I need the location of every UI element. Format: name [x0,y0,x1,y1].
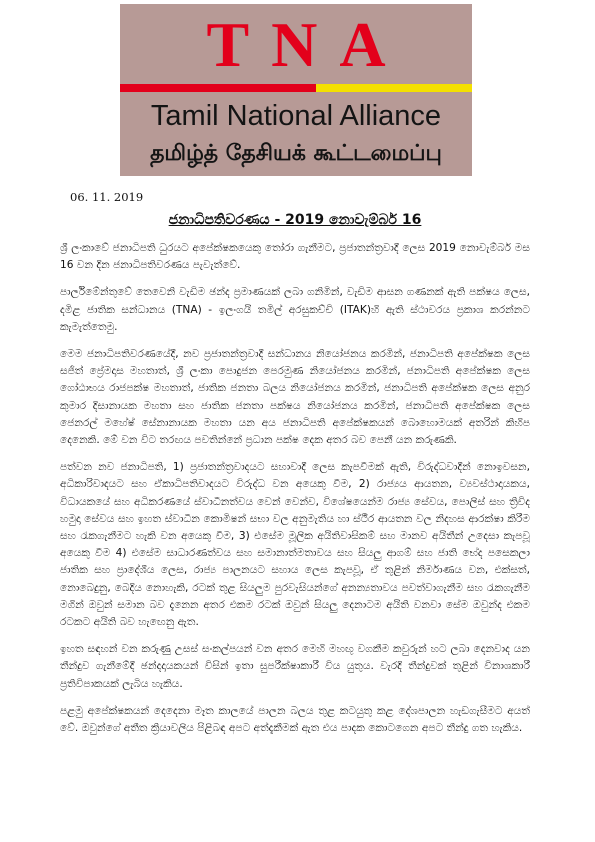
document-date: 06. 11. 2019 [70,190,144,204]
logo-band-yellow [316,84,472,92]
logo-band-red [120,84,316,92]
paragraph: ඉහත සඳහන් වන කරුණු උසස් සංකල්පයන් වන අතර මෙහි මහඟු වගකීම කවුරුන් හට ලබා දෙනවාද යන තීන්දුව ගැනීමේදී ඡන්දදායකයන් විසින් ඉතා සුපරීක්ෂාකාරී විය යුතුය. වැරදි තීන්දුවක් තුළින් විනාශකාරී ප්‍රතිවිපාකයක් ලැබිය හැකිය. [60,643,530,690]
paragraph: පළමු අපේක්ෂකයන් දෙදෙනා මෑත කාලයේ පාලන බලය තුළ කටයුතු කළ දේශපාලන හැඩගැසීමට අයත් වේ. ඔවුන්ගේ අතීත ක්‍රියාවලිය පිළිබඳ අපට අත්දැකීමක් ඇත එය පාදක කොටගෙන අපට තීන්දු ගත හැකිය. [60,704,530,735]
document-title: ජනාධිපතිවරණය - 2019 නොවැම්බර් 16 [168,212,422,228]
logo-letters: TNA [206,9,408,80]
tna-logo [120,4,472,176]
paragraph: මෙම ජනාධිපතිවරණයේදී, නව ප්‍රජාතන්ත්‍රවාදී සන්ධානය නියෝජනය කරමින්, ජනාධිපති අපේක්ෂක ලෙස සජිත් ප්‍රේමදාස මහතාත්, ශ්‍රී ලංකා පොදුජන පෙරමුණ නියෝජනය කරමින්, ජනාධිපති අපේක්ෂක ලෙස ගෝඨාභය රාජපක්ෂ මහතාත්, ජාතික ජනතා බලය නියෝජනය කරමින්, ජනාධිපති අපේක්ෂක ලෙස අනුර කුමාර දිසානායක මහතා සහ ජාතික ජනතා පක්ෂය නියෝජනය කරමින්, ජනාධිපති අපේක්ෂක ලෙස ජෙනරල් මහේෂ් සේනානායක මහතා යන අය ජනාධිපති අපේක්ෂකයන් බොහොමයක් අතරින් කිහිප දෙනෙකි. මේ වන විට තරඟය පවතින්නේ ප්‍රධාන පක්ෂ දෙක අතර බව පෙනී යන කරුණකි. [60,348,530,447]
paragraph: ශ්‍රී ලංකාවේ ජනාධිපති ධුරයට අපේක්ෂකයෙකු තෝරා ගැනීමට, ප්‍රජාතන්ත්‍රවාදී ලෙස 2019 නොවැම්බර් මස 16 වන දින ජනාධිපතිවරණය පැවැත්වේ. [60,242,530,272]
document-body [60,240,530,747]
paragraph: පත්වන නව ජනාධිපති, 1) ප්‍රජාතන්ත්‍රවාදයට සහාවාදී ලෙස කැපවීමක් ඇති, විරුද්ධවාදීන් නොඉවසන, අධිකාරිවාදයට සහ ඒකාධිපතිවාදයට විරුද්ධ වන අයෙකු වීම, 2) රාජ්‍යය ආයතන, ව්‍යවස්ථාදායකය, විධායකයේ සහ අධිකරණයේ ස්වාධීනත්වය වෙන් වෙන්ව, විශේෂයෙන්ම රාජ්‍ය සේවය, පොලිස් සහ ත්‍රිවිද හමුදා සේවය සහ ඉහත ස්වාධීන කොමිෂන් සභා වල අනුමැතිය හා ස්ථීර ආයතන වල නිදහස ආරක්ෂා කිරීම සහ රැකගැනීමට හැකි වන අයෙකු වීම, 3) එසේම මූලික අයිතිවාසිකම් සහ මානව අයිතීන් උදෙසා කැපවූ අයෙකු වීම 4) එසේම සාධාරණත්වය සහ සමානාත්මතාවය සහ සියලු ආගම් සහ ජාති භේද පසෙකලා ජාතික සහ ප්‍රාදේශීය ලෙස, රාජ්‍ය පාලනයට සහාය ලෙස කැපවූ, ඒ තුළින් නිර්මාණය වන, එක්සත්, නොබෙදුනු, බෙදිය නොහැකි, රටක් තුළ සියලුම පුරවැසියන්ගේ අනන්‍යතාවය පවත්වාගැනීම සහ රැකගැනීම මගින් ඔවුන් සමාන බව දැනෙන අතර එකම රටක් ඔවුන් සියලු දෙනාටම අයිති වනවා සේම ඔවුන්ද එකම රටකට අයිති බව හැඟෙනු ඇත. [60,461,530,629]
paragraph: පාර්ලිමේන්තුවේ තෙවෙනි වැඩිම ඡන්ද ප්‍රමාණයක් ලබා ගනිමින්, වැඩිම ආසන ගණනක් ඇති පක්ෂය ලෙස, දමිළ ජාතික සන්ධානය (TNA) - ඉලංගයි තමිල් අරසුකච්චි (ITAK)හි ඇති ස්ථාවරය ප්‍රකාශ කරන්නට කැමැත්තෙමු. [60,286,530,333]
logo-name: Tamil National Alliance [150,100,442,132]
logo-tamil-name: தமிழ்த் தேசியக் கூட்டமைப்பு [150,141,442,166]
